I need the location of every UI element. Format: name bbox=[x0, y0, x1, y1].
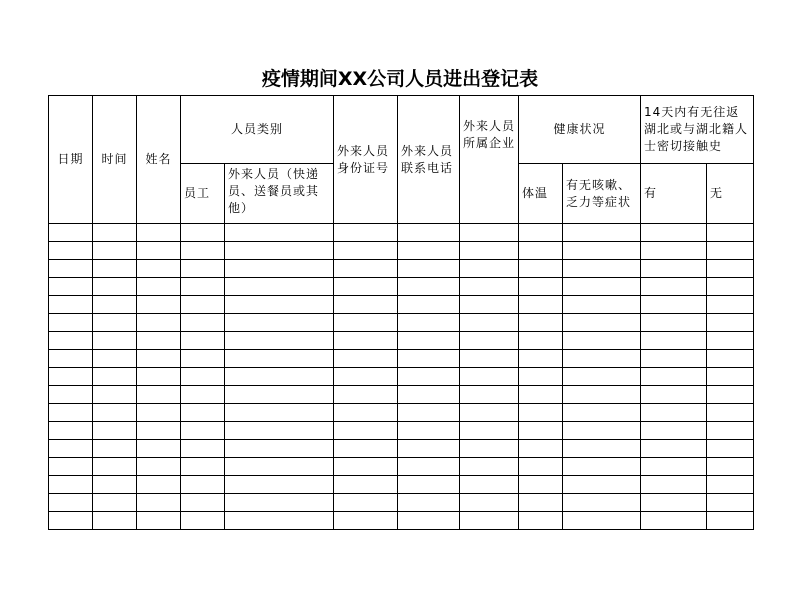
table-cell[interactable] bbox=[460, 440, 519, 458]
table-cell[interactable] bbox=[93, 296, 137, 314]
table-cell[interactable] bbox=[334, 242, 398, 260]
table-cell[interactable] bbox=[181, 512, 225, 530]
table-cell[interactable] bbox=[563, 404, 641, 422]
table-cell[interactable] bbox=[563, 332, 641, 350]
table-cell[interactable] bbox=[137, 476, 181, 494]
table-row bbox=[49, 422, 754, 440]
table-cell[interactable] bbox=[137, 368, 181, 386]
table-cell[interactable] bbox=[563, 386, 641, 404]
table-cell[interactable] bbox=[225, 458, 334, 476]
table-cell[interactable] bbox=[334, 512, 398, 530]
table-cell[interactable] bbox=[334, 494, 398, 512]
table-cell[interactable] bbox=[519, 404, 563, 422]
table-cell[interactable] bbox=[49, 512, 93, 530]
table-cell[interactable] bbox=[137, 458, 181, 476]
table-cell[interactable] bbox=[93, 494, 137, 512]
table-row bbox=[49, 332, 754, 350]
table-cell[interactable] bbox=[334, 476, 398, 494]
table-cell[interactable] bbox=[460, 476, 519, 494]
table-cell[interactable] bbox=[398, 512, 460, 530]
table-cell[interactable] bbox=[334, 314, 398, 332]
table-cell[interactable] bbox=[641, 332, 707, 350]
table-cell[interactable] bbox=[641, 278, 707, 296]
table-cell[interactable] bbox=[563, 350, 641, 368]
table-cell[interactable] bbox=[49, 224, 93, 242]
table-cell[interactable] bbox=[641, 260, 707, 278]
table-cell[interactable] bbox=[641, 494, 707, 512]
table-cell[interactable] bbox=[225, 278, 334, 296]
table-cell[interactable] bbox=[460, 314, 519, 332]
table-cell[interactable] bbox=[334, 260, 398, 278]
table-cell[interactable] bbox=[225, 242, 334, 260]
table-cell[interactable] bbox=[181, 386, 225, 404]
table-cell[interactable] bbox=[707, 422, 754, 440]
table-cell[interactable] bbox=[563, 242, 641, 260]
header-health: 健康状况 bbox=[519, 96, 641, 164]
header-person-type: 人员类别 bbox=[181, 96, 334, 164]
table-cell[interactable] bbox=[460, 458, 519, 476]
table-cell[interactable] bbox=[93, 224, 137, 242]
table-cell[interactable] bbox=[225, 368, 334, 386]
table-cell[interactable] bbox=[519, 296, 563, 314]
table-cell[interactable] bbox=[707, 476, 754, 494]
table-cell[interactable] bbox=[225, 350, 334, 368]
table-cell[interactable] bbox=[334, 278, 398, 296]
table-cell[interactable] bbox=[398, 296, 460, 314]
table-cell[interactable] bbox=[137, 386, 181, 404]
table-cell[interactable] bbox=[707, 332, 754, 350]
table-cell[interactable] bbox=[334, 368, 398, 386]
table-cell[interactable] bbox=[49, 314, 93, 332]
table-cell[interactable] bbox=[49, 368, 93, 386]
table-cell[interactable] bbox=[181, 368, 225, 386]
table-cell[interactable] bbox=[181, 350, 225, 368]
table-cell[interactable] bbox=[181, 224, 225, 242]
table-cell[interactable] bbox=[707, 296, 754, 314]
table-cell[interactable] bbox=[460, 332, 519, 350]
table-row bbox=[49, 296, 754, 314]
table-cell[interactable] bbox=[641, 440, 707, 458]
table-cell[interactable] bbox=[334, 386, 398, 404]
table-cell[interactable] bbox=[460, 224, 519, 242]
table-cell[interactable] bbox=[137, 494, 181, 512]
page-title: 疫情期间XX公司人员进出登记表 bbox=[261, 68, 539, 90]
table-cell[interactable] bbox=[641, 404, 707, 422]
table-cell[interactable] bbox=[93, 242, 137, 260]
table-cell[interactable] bbox=[181, 476, 225, 494]
table-cell[interactable] bbox=[137, 440, 181, 458]
table-cell[interactable] bbox=[181, 296, 225, 314]
table-cell[interactable] bbox=[398, 242, 460, 260]
table-cell[interactable] bbox=[398, 224, 460, 242]
table-cell[interactable] bbox=[181, 260, 225, 278]
table-row bbox=[49, 314, 754, 332]
table-cell[interactable] bbox=[641, 368, 707, 386]
table-cell[interactable] bbox=[181, 440, 225, 458]
table-cell[interactable] bbox=[49, 278, 93, 296]
table-cell[interactable] bbox=[181, 422, 225, 440]
table-cell[interactable] bbox=[460, 422, 519, 440]
table-cell[interactable] bbox=[225, 224, 334, 242]
table-cell[interactable] bbox=[641, 512, 707, 530]
table-cell[interactable] bbox=[641, 242, 707, 260]
table-cell[interactable] bbox=[519, 278, 563, 296]
table-cell[interactable] bbox=[225, 404, 334, 422]
table-cell[interactable] bbox=[563, 224, 641, 242]
table-cell[interactable] bbox=[93, 440, 137, 458]
table-cell[interactable] bbox=[93, 386, 137, 404]
header-date: 日期 bbox=[49, 96, 93, 224]
table-cell[interactable] bbox=[641, 314, 707, 332]
table-row bbox=[49, 404, 754, 422]
table-cell[interactable] bbox=[519, 332, 563, 350]
table-cell[interactable] bbox=[641, 386, 707, 404]
table-cell[interactable] bbox=[181, 278, 225, 296]
header-temperature: 体温 bbox=[519, 164, 563, 224]
table-row bbox=[49, 242, 754, 260]
table-cell[interactable] bbox=[519, 350, 563, 368]
table-cell[interactable] bbox=[460, 296, 519, 314]
table-cell[interactable] bbox=[563, 296, 641, 314]
table-cell[interactable] bbox=[641, 422, 707, 440]
header-hubei-contact: 14天内有无往返湖北或与湖北籍人士密切接触史 bbox=[641, 96, 754, 164]
table-cell[interactable] bbox=[641, 350, 707, 368]
table-cell[interactable] bbox=[93, 314, 137, 332]
table-cell[interactable] bbox=[225, 260, 334, 278]
table-cell[interactable] bbox=[707, 314, 754, 332]
table-cell[interactable] bbox=[93, 404, 137, 422]
table-cell[interactable] bbox=[137, 224, 181, 242]
table-cell[interactable] bbox=[460, 242, 519, 260]
header-symptoms: 有无咳嗽、乏力等症状 bbox=[563, 164, 641, 224]
table-cell[interactable] bbox=[137, 422, 181, 440]
table-cell[interactable] bbox=[225, 440, 334, 458]
table-cell[interactable] bbox=[137, 278, 181, 296]
header-time: 时间 bbox=[93, 96, 137, 224]
table-cell[interactable] bbox=[334, 404, 398, 422]
table-cell[interactable] bbox=[225, 332, 334, 350]
table-cell[interactable] bbox=[398, 260, 460, 278]
table-cell[interactable] bbox=[93, 260, 137, 278]
table-row bbox=[49, 368, 754, 386]
table-cell[interactable] bbox=[519, 242, 563, 260]
table-cell[interactable] bbox=[707, 458, 754, 476]
table-cell[interactable] bbox=[519, 422, 563, 440]
table-cell[interactable] bbox=[563, 368, 641, 386]
table-cell[interactable] bbox=[181, 494, 225, 512]
table-cell[interactable] bbox=[707, 368, 754, 386]
table-cell[interactable] bbox=[398, 440, 460, 458]
table-cell[interactable] bbox=[225, 296, 334, 314]
table-cell[interactable] bbox=[93, 350, 137, 368]
table-cell[interactable] bbox=[334, 458, 398, 476]
table-cell[interactable] bbox=[181, 314, 225, 332]
table-cell[interactable] bbox=[519, 458, 563, 476]
table-cell[interactable] bbox=[519, 368, 563, 386]
table-cell[interactable] bbox=[49, 350, 93, 368]
table-cell[interactable] bbox=[93, 368, 137, 386]
table-cell[interactable] bbox=[398, 386, 460, 404]
table-cell[interactable] bbox=[460, 404, 519, 422]
header-visitor: 外来人员（快递员、送餐员或其他） bbox=[225, 164, 334, 224]
table-cell[interactable] bbox=[49, 404, 93, 422]
table-row bbox=[49, 224, 754, 242]
table-cell[interactable] bbox=[563, 422, 641, 440]
table-cell[interactable] bbox=[707, 404, 754, 422]
table-cell[interactable] bbox=[137, 296, 181, 314]
table-cell[interactable] bbox=[225, 476, 334, 494]
table-cell[interactable] bbox=[519, 512, 563, 530]
table-cell[interactable] bbox=[398, 458, 460, 476]
table-cell[interactable] bbox=[641, 224, 707, 242]
header-visitor-phone: 外来人员联系电话 bbox=[398, 96, 460, 224]
table-cell[interactable] bbox=[137, 242, 181, 260]
table-cell[interactable] bbox=[460, 386, 519, 404]
table-cell[interactable] bbox=[398, 332, 460, 350]
table-cell[interactable] bbox=[398, 422, 460, 440]
table-cell[interactable] bbox=[181, 458, 225, 476]
table-row bbox=[49, 260, 754, 278]
table-cell[interactable] bbox=[49, 440, 93, 458]
table-row bbox=[49, 386, 754, 404]
table-cell[interactable] bbox=[460, 368, 519, 386]
table-row bbox=[49, 278, 754, 296]
table-cell[interactable] bbox=[707, 494, 754, 512]
table-cell[interactable] bbox=[398, 404, 460, 422]
table-cell[interactable] bbox=[519, 440, 563, 458]
table-cell[interactable] bbox=[93, 512, 137, 530]
table-cell[interactable] bbox=[137, 332, 181, 350]
header-no: 无 bbox=[707, 164, 754, 224]
table-cell[interactable] bbox=[49, 422, 93, 440]
table-cell[interactable] bbox=[707, 242, 754, 260]
table-cell[interactable] bbox=[137, 314, 181, 332]
header-yes: 有 bbox=[641, 164, 707, 224]
table-cell[interactable] bbox=[93, 278, 137, 296]
table-cell[interactable] bbox=[563, 440, 641, 458]
table-cell[interactable] bbox=[563, 260, 641, 278]
table-cell[interactable] bbox=[460, 350, 519, 368]
table-cell[interactable] bbox=[707, 440, 754, 458]
table-row bbox=[49, 476, 754, 494]
table-row bbox=[49, 350, 754, 368]
table-cell[interactable] bbox=[334, 332, 398, 350]
table-row bbox=[49, 494, 754, 512]
table-cell[interactable] bbox=[460, 278, 519, 296]
table-cell[interactable] bbox=[460, 494, 519, 512]
table-cell[interactable] bbox=[519, 224, 563, 242]
table-cell[interactable] bbox=[707, 386, 754, 404]
table-cell[interactable] bbox=[93, 476, 137, 494]
table-cell[interactable] bbox=[398, 350, 460, 368]
table-cell[interactable] bbox=[707, 512, 754, 530]
table-cell[interactable] bbox=[707, 278, 754, 296]
table-cell[interactable] bbox=[225, 314, 334, 332]
header-visitor-id: 外来人员身份证号 bbox=[334, 96, 398, 224]
table-cell[interactable] bbox=[137, 350, 181, 368]
table-cell[interactable] bbox=[137, 512, 181, 530]
table-cell[interactable] bbox=[398, 278, 460, 296]
header-name: 姓名 bbox=[137, 96, 181, 224]
table-cell[interactable] bbox=[93, 332, 137, 350]
table-cell[interactable] bbox=[225, 494, 334, 512]
table-cell[interactable] bbox=[519, 260, 563, 278]
table-cell[interactable] bbox=[707, 260, 754, 278]
header-visitor-company: 外来人员所属企业 bbox=[460, 96, 519, 224]
table-cell[interactable] bbox=[49, 242, 93, 260]
table-cell[interactable] bbox=[641, 476, 707, 494]
table-cell[interactable] bbox=[49, 260, 93, 278]
table-row bbox=[49, 512, 754, 530]
table-cell[interactable] bbox=[137, 404, 181, 422]
table-cell[interactable] bbox=[225, 512, 334, 530]
table-cell[interactable] bbox=[460, 260, 519, 278]
table-cell[interactable] bbox=[93, 422, 137, 440]
table-cell[interactable] bbox=[563, 314, 641, 332]
table-cell[interactable] bbox=[181, 332, 225, 350]
table-cell[interactable] bbox=[334, 422, 398, 440]
table-cell[interactable] bbox=[225, 386, 334, 404]
table-cell[interactable] bbox=[49, 494, 93, 512]
table-cell[interactable] bbox=[707, 350, 754, 368]
registration-table bbox=[48, 95, 754, 530]
table-cell[interactable] bbox=[519, 386, 563, 404]
table-cell[interactable] bbox=[49, 332, 93, 350]
table-cell[interactable] bbox=[563, 278, 641, 296]
table-cell[interactable] bbox=[519, 494, 563, 512]
table-cell[interactable] bbox=[398, 476, 460, 494]
table-cell[interactable] bbox=[398, 494, 460, 512]
table-cell[interactable] bbox=[519, 476, 563, 494]
table-row bbox=[49, 458, 754, 476]
table-cell[interactable] bbox=[707, 224, 754, 242]
table-cell[interactable] bbox=[398, 368, 460, 386]
table-cell[interactable] bbox=[563, 494, 641, 512]
table-cell[interactable] bbox=[334, 296, 398, 314]
table-cell[interactable] bbox=[519, 314, 563, 332]
table-cell[interactable] bbox=[334, 440, 398, 458]
header-employee: 员工 bbox=[181, 164, 225, 224]
table-cell[interactable] bbox=[49, 476, 93, 494]
table-cell[interactable] bbox=[641, 458, 707, 476]
table-cell[interactable] bbox=[93, 458, 137, 476]
table-cell[interactable] bbox=[563, 512, 641, 530]
table-cell[interactable] bbox=[181, 404, 225, 422]
table-cell[interactable] bbox=[398, 314, 460, 332]
table-cell[interactable] bbox=[49, 458, 93, 476]
table-cell[interactable] bbox=[460, 512, 519, 530]
table-cell[interactable] bbox=[334, 350, 398, 368]
table-cell[interactable] bbox=[641, 296, 707, 314]
table-cell[interactable] bbox=[181, 242, 225, 260]
table-cell[interactable] bbox=[49, 296, 93, 314]
table-cell[interactable] bbox=[137, 260, 181, 278]
table-cell[interactable] bbox=[563, 458, 641, 476]
table-cell[interactable] bbox=[49, 386, 93, 404]
table-cell[interactable] bbox=[225, 422, 334, 440]
table-cell[interactable] bbox=[334, 224, 398, 242]
table-cell[interactable] bbox=[563, 476, 641, 494]
table-row bbox=[49, 440, 754, 458]
